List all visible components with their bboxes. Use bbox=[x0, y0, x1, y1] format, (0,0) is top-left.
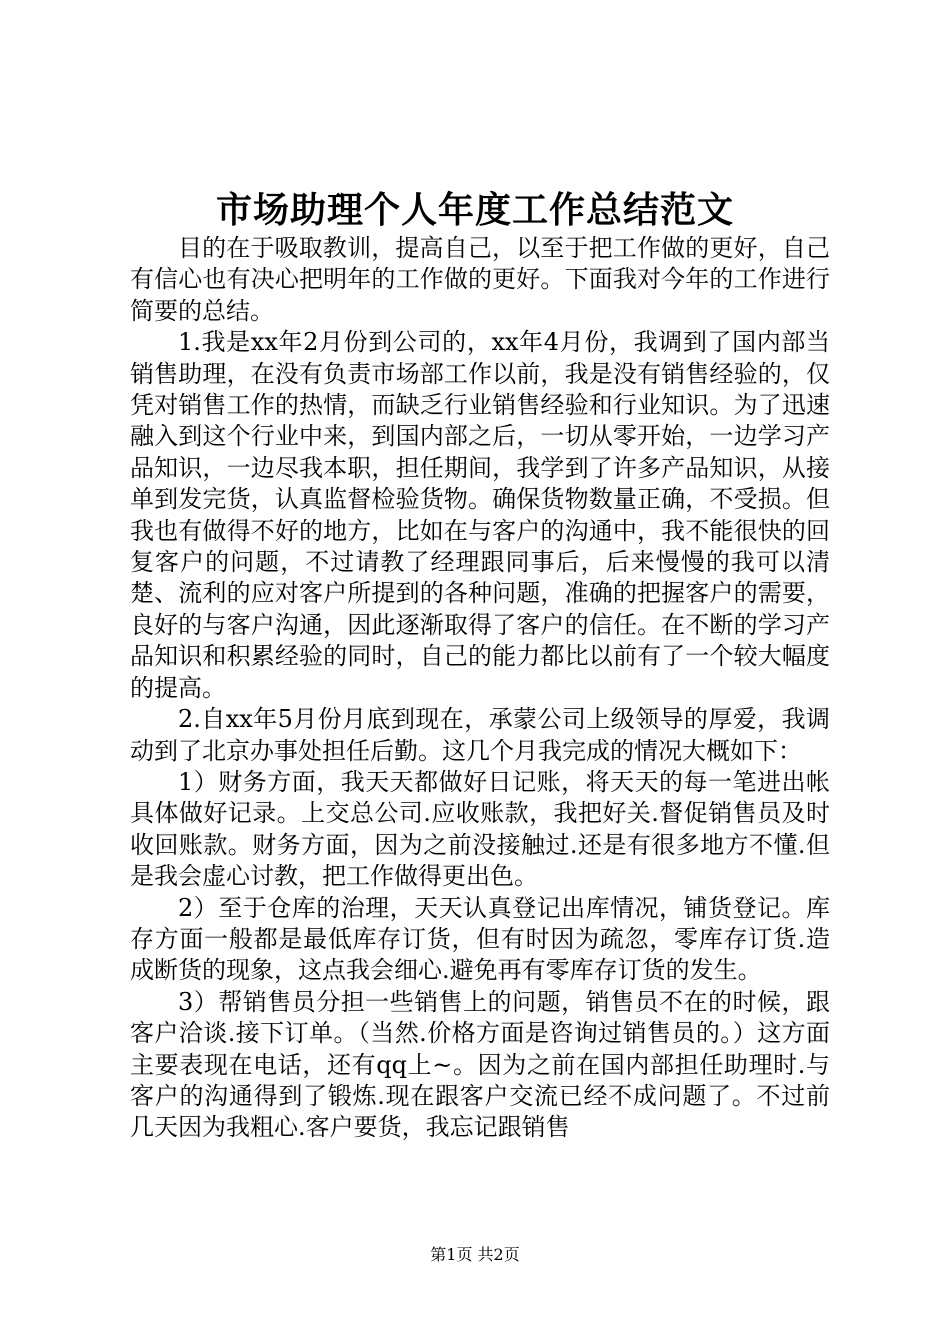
paragraph-warehouse: 2）至于仓库的治理，天天认真登记出库情况，铺货登记。库存方面一般都是最低库存订货，但有时因为疏忽，零库存订货.造成断货的现象，这点我会细心.避免再有零库存订货的发生。 bbox=[130, 893, 830, 985]
paragraph-sales-support: 3）帮销售员分担一些销售上的问题，销售员不在的时候，跟客户洽谈.接下订单。（当然.价格方面是咨询过销售员的。）这方面主要表现在电话，还有qq上~。因为之前在国内部担任助理时.与客户的沟通得到了锻炼.现在跟客户交流已经不成问题了。不过前几天因为我粗心.客户要货，我忘记跟销售 bbox=[130, 987, 830, 1142]
document-title: 市场助理个人年度工作总结范文 bbox=[215, 189, 734, 231]
paragraph-finance: 1）财务方面，我天天都做好日记账，将天天的每一笔进出帐具体做好记录。上交总公司.应收账款，我把好关.督促销售员及时收回账款。财务方面，因为之前没接触过.还是有很多地方不懂.但是我会虚心讨教，把工作做得更出色。 bbox=[130, 767, 830, 891]
paragraph-item-2: 2.自xx年5月份月底到现在，承蒙公司上级领导的厚爱，我调动到了北京办事处担任后勤。这几个月我完成的情况大概如下： bbox=[130, 705, 830, 765]
paragraph-intro: 目的在于吸取教训，提高自己，以至于把工作做的更好，自己有信心也有决心把明年的工作做的更好。下面我对今年的工作进行简要的总结。 bbox=[130, 234, 830, 325]
page-number-footer: 第1页 共2页 bbox=[430, 1245, 520, 1264]
paragraph-item-1: 1.我是xx年2月份到公司的，xx年4月份，我调到了国内部当销售助理，在没有负责市场部工作以前，我是没有销售经验的，仅凭对销售工作的热情，而缺乏行业销售经验和行业知识。为了迅速融入到这个行业中来，到国内部之后，一切从零开始，一边学习产品知识，一边尽我本职，担任期间，我学到了许多产品知识，从接单到发完货，认真监督检验货物。确保货物数量正确，不受损。但我也有做得不好的地方，比如在与客户的沟通中，我不能很快的回复客户的问题，不过请教了经理跟同事后，后来慢慢的我可以清楚、流利的应对客户所提到的各种问题，准确的把握客户的需要，良好的与客户沟通，因此逐渐取得了客户的信任。在不断的学习产品知识和积累经验的同时，自己的能力都比以前有了一个较大幅度的提高。 bbox=[130, 328, 830, 702]
document-body bbox=[130, 233, 830, 1144]
